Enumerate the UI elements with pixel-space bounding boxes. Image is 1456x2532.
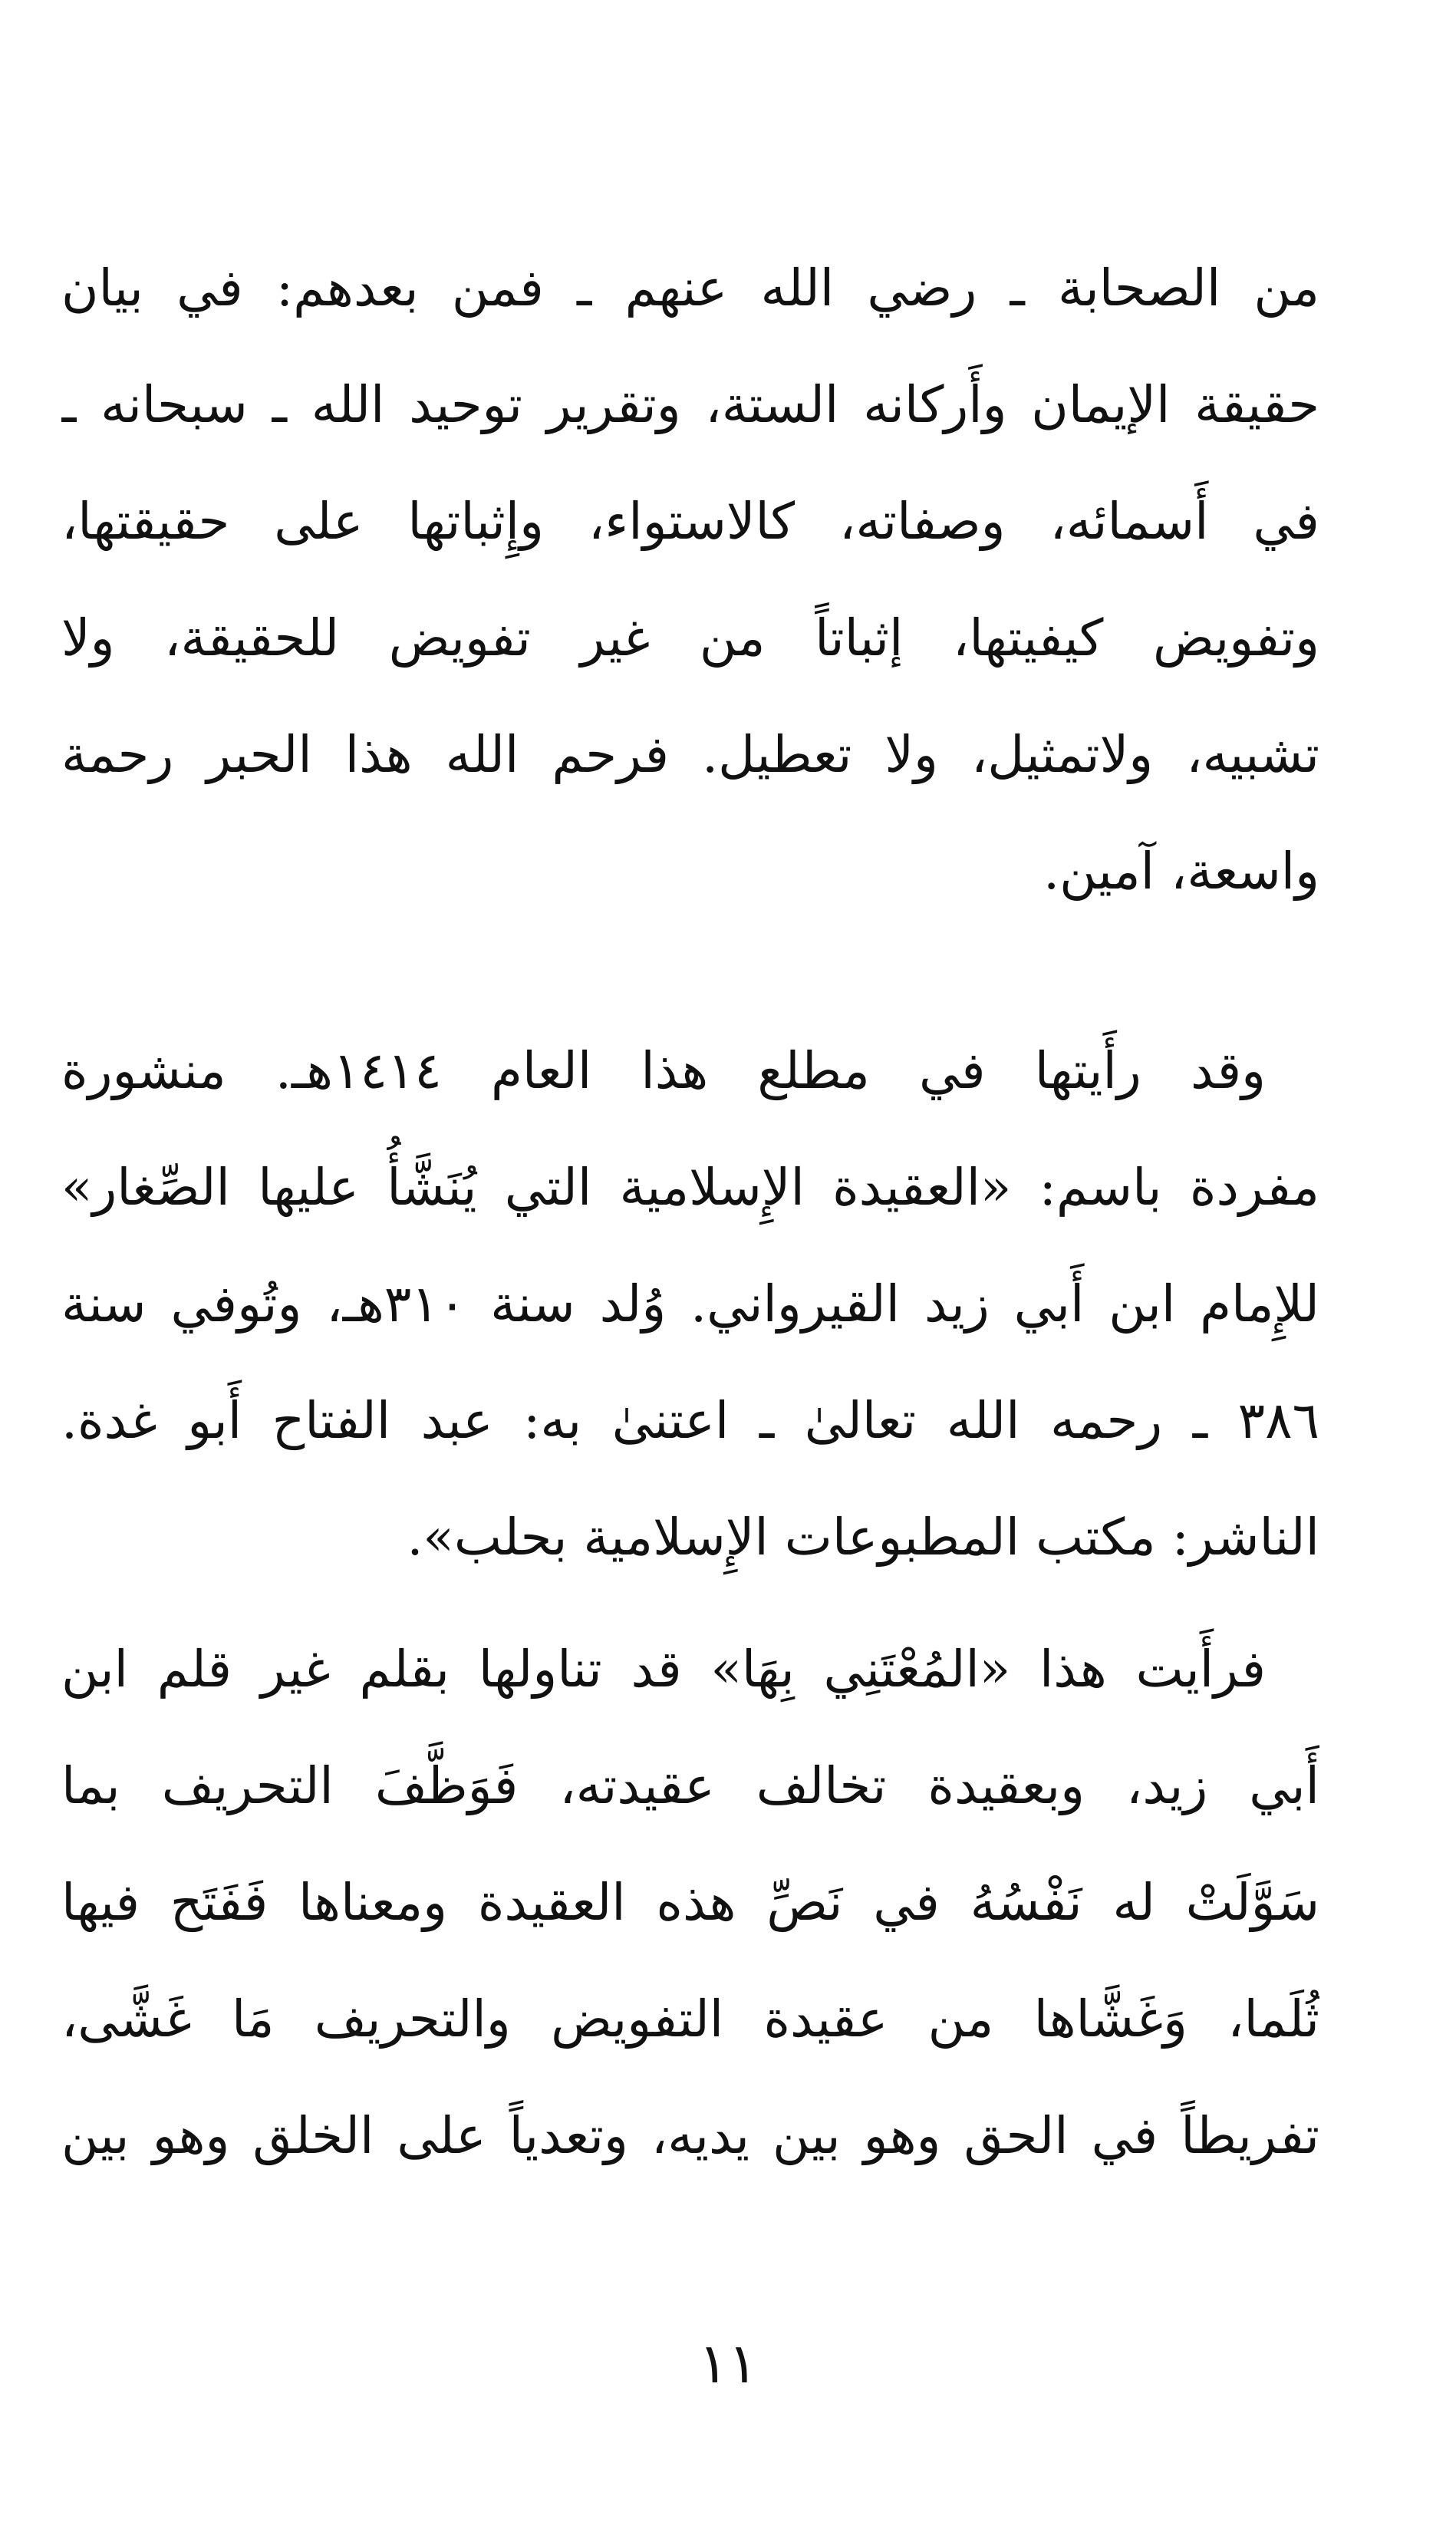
text-line: حقيقة الإيمان وأَركانه الستة، وتقرير توحيد الله ـ سبحانه ـ (61, 375, 1319, 434)
text-line: للإِمام ابن أَبي زيد القيرواني. وُلد سنة ٣١٠هـ، وتُوفي سنة (61, 1274, 1319, 1334)
text-line: وقد رأَيتها في مطلع هذا العام ١٤١٤هـ. منشورة (61, 1041, 1267, 1100)
text-line: أَبي زيد، وبعقيدة تخالف عقيدته، فَوَظَّفَ التحريف بما (61, 1756, 1319, 1815)
text-line: سَوَّلَتْ له نَفْسُهُ في نَصِّ هذه العقيدة ومعناها فَفَتَح فيها (61, 1873, 1319, 1932)
paragraph-critique (61, 1611, 1319, 2194)
text-line: مفردة باسم: «العقيدة الإِسلامية التي يُنَشَّأُ عليها الصِّغار» (61, 1158, 1319, 1217)
paragraph-continuation (61, 230, 1319, 930)
text-line: واسعة، آمين. (1043, 842, 1319, 901)
text-line: تشبيه، ولاتمثيل، ولا تعطيل. فرحم الله هذا الحبر رحمة (61, 725, 1319, 784)
text-line: تفريطاً في الحق وهو بين يديه، وتعدياً على الخلق وهو بين (61, 2106, 1319, 2165)
text-line: ٣٨٦ ـ رحمه الله تعالىٰ ـ اعتنىٰ به: عبد الفتاح أَبو غدة. (61, 1391, 1319, 1450)
text-line: في أَسمائه، وصفاته، كالاستواء، وإِثباتها على حقيقتها، (61, 492, 1319, 551)
paragraph-publication-note (61, 1013, 1319, 1596)
text-line: فرأَيت هذا «المُعْتَنِي بِهَا» قد تناولها بقلم غير قلم ابن (61, 1640, 1266, 1699)
text-line: الناشر: مكتب المطبوعات الإِسلامية بحلب». (407, 1508, 1319, 1567)
text-line: ثُلَما، وَغَشَّاها من عقيدة التفويض والتحريف مَا غَشَّى، (61, 1990, 1319, 2049)
text-line: من الصحابة ـ رضي الله عنهم ـ فمن بعدهم: في بيان (61, 259, 1319, 318)
text-line: وتفويض كيفيتها، إثباتاً من غير تفويض للحقيقة، ولا (61, 608, 1319, 668)
page-number: ١١ (698, 2331, 758, 2395)
